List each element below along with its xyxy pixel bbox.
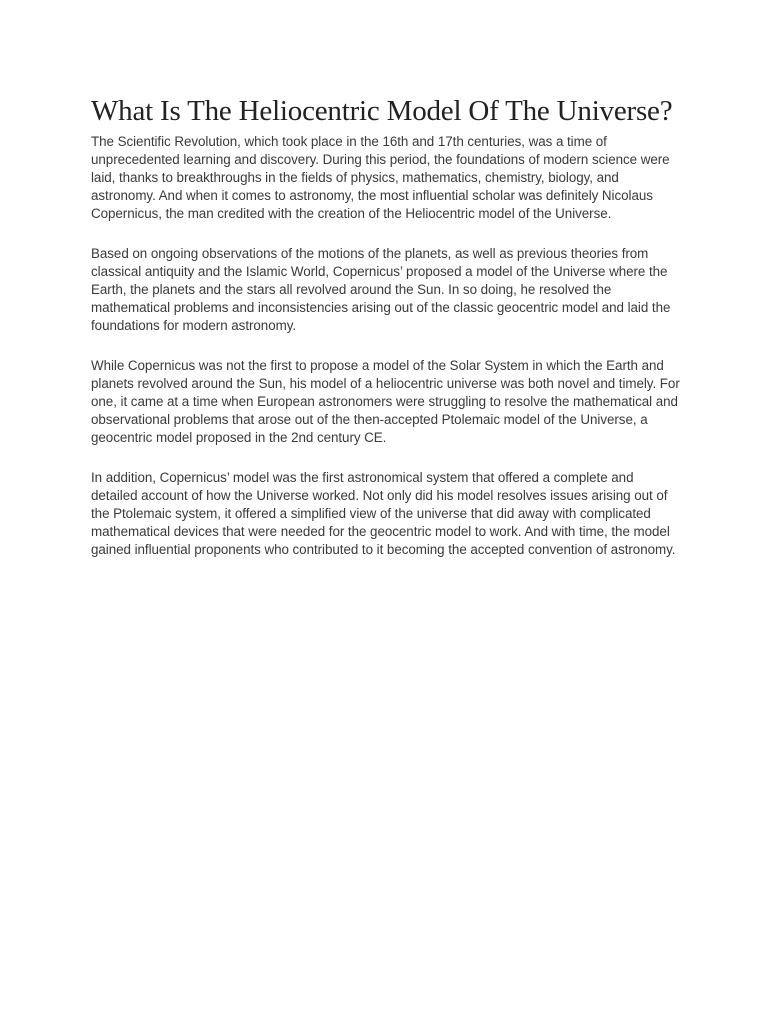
document-body xyxy=(91,94,681,559)
document-title: What Is The Heliocentric Model Of The Universe? xyxy=(91,95,673,127)
paragraph-scientific-revolution: The Scientific Revolution, which took place in the 16th and 17th centuries, was a time of unprecedented learning and discovery. During this period, the foundations of modern science were laid, thanks to breakthroughs in the fields of physics, mathematics, chemistry, biology, and astronomy. And when it comes to astronomy, the most influential scholar was definitely Nicolaus Copernicus, the man credited with the creation of the Heliocentric model of the Universe. xyxy=(91,134,670,221)
paragraph-copernicus-model: Based on ongoing observations of the motions of the planets, as well as previous theories from classical antiquity and the Islamic World, Copernicus’ proposed a model of the Universe where the Earth, the planets and the stars all revolved around the Sun. In so doing, he resolved the mathematical problems and inconsistencies arising out of the classic geocentric model and laid the foundations for modern astronomy. xyxy=(91,246,671,333)
paragraph-novel-and-timely: While Copernicus was not the first to propose a model of the Solar System in which the Earth and planets revolved around the Sun, his model of a heliocentric universe was both novel and timely. For one, it came at a time when European astronomers were struggling to resolve the mathematical and observational problems that arose out of the then-accepted Ptolemaic model of the Universe, a geocentric model proposed in the 2nd century CE. xyxy=(91,358,680,445)
paragraph-complete-account: In addition, Copernicus’ model was the first astronomical system that offered a complete and detailed account of how the Universe worked. Not only did his model resolves issues arising out of the Ptolemaic system, it offered a simplified view of the universe that did away with complicated mathematical devices that were needed for the geocentric model to work. And with time, the model gained influential proponents who contributed to it becoming the accepted convention of astronomy. xyxy=(91,470,676,557)
